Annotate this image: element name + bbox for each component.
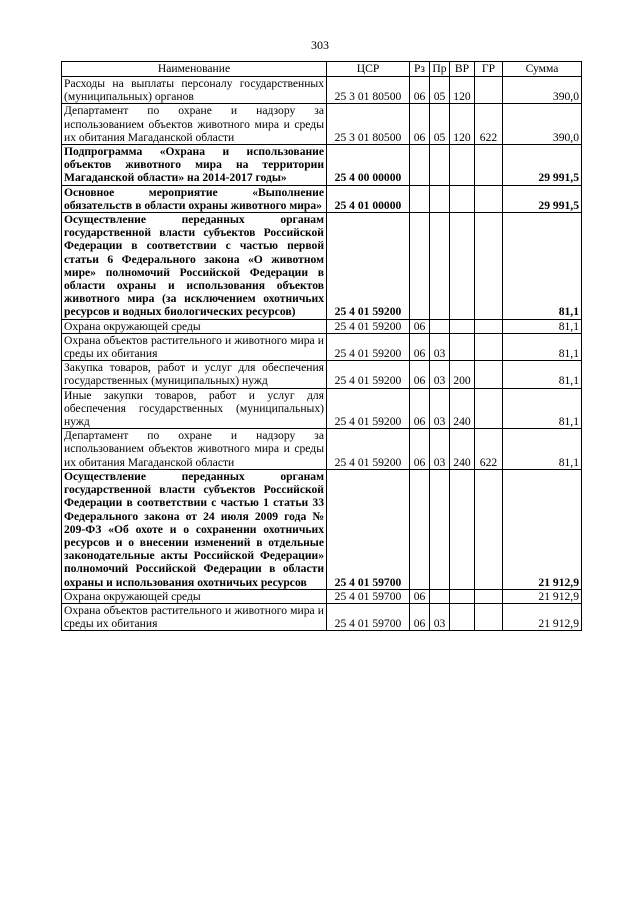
cell-name: Основное мероприятие «Выполнение обязательств в области охраны животного мира» — [62, 185, 327, 212]
cell-name: Охрана объектов растительного и животного мира и среды их обитания — [62, 333, 327, 360]
cell-pr — [430, 145, 450, 186]
cell-gr — [475, 589, 503, 603]
cell-rz: 06 — [410, 104, 430, 145]
cell-sum: 81,1 — [503, 213, 582, 320]
cell-rz: 06 — [410, 333, 430, 360]
cell-rz — [410, 469, 430, 589]
cell-name: Департамент по охране и надзору за использованием объектов животного мира и среды их обитания Магаданской области — [62, 429, 327, 470]
cell-pr: 03 — [430, 603, 450, 630]
cell-gr — [475, 145, 503, 186]
cell-code: 25 3 01 80500 — [327, 77, 410, 104]
cell-vr — [450, 469, 475, 589]
cell-name: Закупка товаров, работ и услуг для обеспечения государственных (муниципальных) нужд — [62, 361, 327, 388]
table-row — [62, 589, 582, 603]
cell-pr: 03 — [430, 429, 450, 470]
cell-name: Охрана окружающей среды — [62, 319, 327, 333]
cell-pr — [430, 213, 450, 320]
cell-code: 25 3 01 80500 — [327, 104, 410, 145]
cell-code: 25 4 01 59700 — [327, 469, 410, 589]
cell-gr — [475, 603, 503, 630]
cell-gr: 622 — [475, 429, 503, 470]
header-code: ЦСР — [327, 62, 410, 77]
cell-vr: 120 — [450, 104, 475, 145]
cell-pr — [430, 185, 450, 212]
table-row — [62, 361, 582, 388]
cell-vr: 200 — [450, 361, 475, 388]
table-row — [62, 185, 582, 212]
cell-name: Департамент по охране и надзору за использованием объектов животного мира и среды их обитания Магаданской области — [62, 104, 327, 145]
table-row — [62, 429, 582, 470]
cell-code: 25 4 01 00000 — [327, 185, 410, 212]
cell-sum: 21 912,9 — [503, 589, 582, 603]
cell-sum: 21 912,9 — [503, 603, 582, 630]
cell-vr — [450, 603, 475, 630]
cell-rz: 06 — [410, 77, 430, 104]
cell-rz: 06 — [410, 603, 430, 630]
cell-rz — [410, 185, 430, 212]
table-body — [62, 77, 582, 631]
cell-code: 25 4 01 59700 — [327, 589, 410, 603]
table-row — [62, 388, 582, 429]
cell-pr — [430, 319, 450, 333]
cell-sum: 21 912,9 — [503, 469, 582, 589]
cell-gr — [475, 469, 503, 589]
cell-vr: 120 — [450, 77, 475, 104]
cell-gr — [475, 333, 503, 360]
table-row — [62, 213, 582, 320]
header-pr: Пр — [430, 62, 450, 77]
cell-pr: 03 — [430, 361, 450, 388]
table-row — [62, 603, 582, 630]
cell-rz: 06 — [410, 429, 430, 470]
cell-rz: 06 — [410, 361, 430, 388]
cell-gr — [475, 185, 503, 212]
cell-sum: 81,1 — [503, 319, 582, 333]
cell-code: 25 4 01 59200 — [327, 319, 410, 333]
cell-pr: 03 — [430, 388, 450, 429]
cell-name: Осуществление переданных органам государственной власти субъектов Российской Федерации в соответствии с частью 1 статьи 33 Федерального закона от 24 июля 2009 года № 209-ФЗ «Об охоте и о сохранении охотничьих ресурсов и о внесении изменений в отдельные законодательные акты Российской Федерации» полномочий Российской Федерации в области охраны и использования охотничьих ресурсов — [62, 469, 327, 589]
budget-table — [61, 61, 582, 631]
cell-sum: 29 991,5 — [503, 145, 582, 186]
cell-rz: 06 — [410, 388, 430, 429]
table-row — [62, 145, 582, 186]
cell-code: 25 4 01 59700 — [327, 603, 410, 630]
cell-pr — [430, 589, 450, 603]
cell-gr: 622 — [475, 104, 503, 145]
header-rz: Рз — [410, 62, 430, 77]
cell-rz — [410, 213, 430, 320]
cell-sum: 81,1 — [503, 333, 582, 360]
cell-vr — [450, 319, 475, 333]
cell-sum: 29 991,5 — [503, 185, 582, 212]
cell-gr — [475, 361, 503, 388]
cell-code: 25 4 00 00000 — [327, 145, 410, 186]
header-vr: ВР — [450, 62, 475, 77]
cell-vr — [450, 589, 475, 603]
header-name: Наименование — [62, 62, 327, 77]
cell-rz: 06 — [410, 319, 430, 333]
page-number: 303 — [311, 38, 329, 52]
table-row — [62, 319, 582, 333]
cell-name: Осуществление переданных органам государственной власти субъектов Российской Федерации в соответствии с частью первой статьи 6 Федерального закона «О животном мире» полномочий Российской Федерации в области охраны и использования объектов животного мира (за исключением охотничьих ресурсов и водных биологических ресурсов) — [62, 213, 327, 320]
cell-vr — [450, 333, 475, 360]
cell-sum: 390,0 — [503, 77, 582, 104]
cell-name: Расходы на выплаты персоналу государственных (муниципальных) органов — [62, 77, 327, 104]
cell-name: Иные закупки товаров, работ и услуг для обеспечения государственных (муниципальных) нужд — [62, 388, 327, 429]
cell-sum: 81,1 — [503, 429, 582, 470]
header-gr: ГР — [475, 62, 503, 77]
table-row — [62, 104, 582, 145]
cell-code: 25 4 01 59200 — [327, 213, 410, 320]
cell-gr — [475, 77, 503, 104]
cell-code: 25 4 01 59200 — [327, 388, 410, 429]
cell-gr — [475, 388, 503, 429]
cell-vr: 240 — [450, 388, 475, 429]
cell-vr: 240 — [450, 429, 475, 470]
cell-pr — [430, 469, 450, 589]
header-sum: Сумма — [503, 62, 582, 77]
cell-sum: 81,1 — [503, 388, 582, 429]
cell-vr — [450, 213, 475, 320]
cell-name: Подпрограмма «Охрана и использование объектов животного мира на территории Магаданской области» на 2014-2017 годы» — [62, 145, 327, 186]
cell-pr: 05 — [430, 104, 450, 145]
header-row — [62, 62, 582, 77]
table-row — [62, 469, 582, 589]
cell-code: 25 4 01 59200 — [327, 429, 410, 470]
cell-sum: 81,1 — [503, 361, 582, 388]
cell-rz — [410, 145, 430, 186]
cell-pr: 03 — [430, 333, 450, 360]
cell-sum: 390,0 — [503, 104, 582, 145]
table-row — [62, 333, 582, 360]
cell-code: 25 4 01 59200 — [327, 361, 410, 388]
cell-rz: 06 — [410, 589, 430, 603]
cell-name: Охрана объектов растительного и животного мира и среды их обитания — [62, 603, 327, 630]
cell-name: Охрана окружающей среды — [62, 589, 327, 603]
cell-code: 25 4 01 59200 — [327, 333, 410, 360]
cell-gr — [475, 213, 503, 320]
cell-vr — [450, 145, 475, 186]
cell-pr: 05 — [430, 77, 450, 104]
cell-gr — [475, 319, 503, 333]
table-row — [62, 77, 582, 104]
cell-vr — [450, 185, 475, 212]
